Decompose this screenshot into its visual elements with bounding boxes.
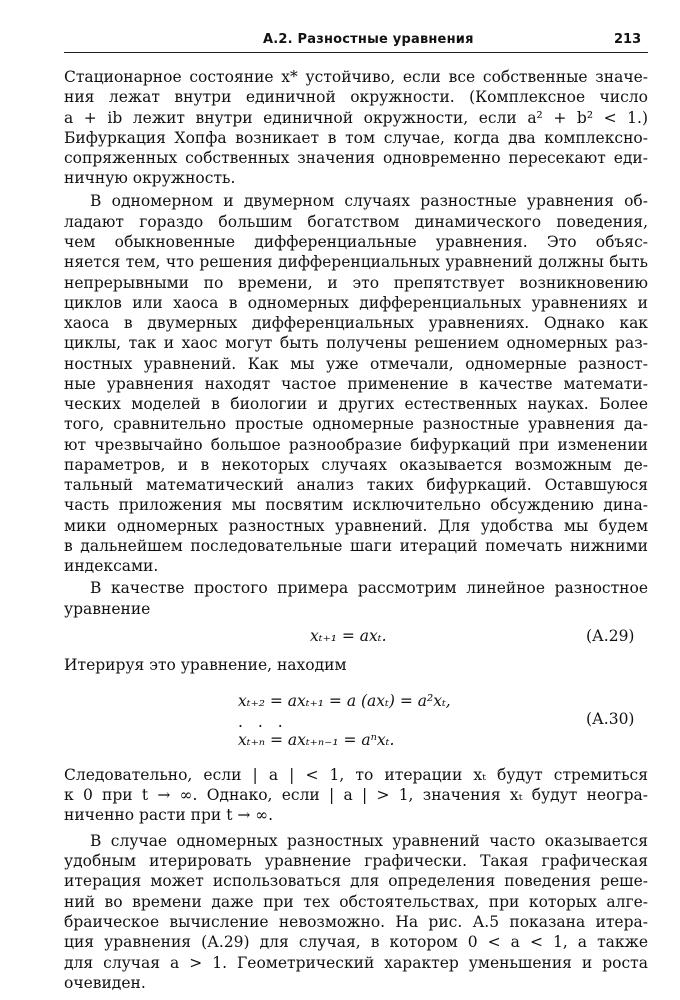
text-line: циклов или хаоса в одномерных дифференциальных уравнениях и (64, 293, 648, 312)
text-line: a + ib лежит внутри единичной окружности, если a² + b² < 1.) (64, 108, 648, 127)
text-line: В одномерном и двумерном случаях разностные уравнения об- (90, 192, 648, 211)
text-line: очевиден. (64, 973, 146, 992)
header-rule (64, 52, 648, 53)
equation-a30-line1: xₜ₊₂ = axₜ₊₁ = a (axₜ) = a²xₜ, (238, 691, 451, 710)
text-line: В случае одномерных разностных уравнений часто оказывается (90, 831, 648, 850)
text-line: индексами. (64, 557, 159, 576)
equation-a29: xₜ₊₁ = axₜ. (310, 627, 387, 646)
text-line: часть приложения мы посвятим исключительно обсуждению дина- (64, 496, 648, 515)
text-line: няется тем, что решения дифференциальных уравнений должны быть (64, 253, 648, 272)
text-line: ческих моделей в биологии и других естественных науках. Более (64, 395, 648, 414)
text-line: Итерируя это уравнение, находим (64, 655, 347, 674)
text-line: ладают гораздо большим богатством динамического поведения, (64, 212, 648, 231)
equation-a30-ellipsis: . . . (238, 712, 288, 731)
text-line: ция уравнения (А.29) для случая, в котором 0 < a < 1, а также (64, 933, 648, 952)
text-line: Стационарное состояние x* устойчиво, если все собственные значе- (64, 68, 648, 86)
text-line: удобным итерировать уравнение графически. Такая графическая (64, 852, 648, 871)
text-line: для случая a > 1. Геометрический характер уменьшения и роста (64, 953, 648, 972)
text-line: ют чрезвычайно большое разнообразие бифуркаций при изменении (64, 435, 648, 454)
text-line: Бифуркация Хопфа возникает в том случае, когда два комплексно- (64, 128, 648, 147)
text-line: мики одномерных разностных уравнений. Для удобства мы будем (64, 516, 648, 535)
text-line: В качестве простого примера рассмотрим линейное разностное (90, 579, 648, 598)
text-line: сопряженных собственных значения одновременно пересекают еди- (64, 149, 648, 168)
text-line: ниченно расти при t → ∞. (64, 806, 274, 824)
text-line: Следовательно, если | a | < 1, то итерации xₜ будут стремиться (64, 765, 648, 784)
equation-number-a29: (А.29) (586, 627, 635, 646)
text-line: к 0 при t → ∞. Однако, если | a | > 1, значения xₜ будут неогра- (64, 785, 648, 804)
equation-number-a30: (А.30) (586, 710, 635, 729)
text-line: ностных уравнений. Как мы уже отмечали, одномерные разност- (64, 354, 648, 373)
text-line: непрерывными по времени, и это препятствует возникновению (64, 273, 648, 292)
running-head (0, 28, 680, 54)
text-line: ные уравнения находят частое применение в качестве математи- (64, 374, 648, 393)
text-line: в дальнейшем последовательные шаги итераций помечать нижними (64, 537, 648, 555)
equation-a30-line3: xₜ₊ₙ = axₜ₊ₙ₋₁ = aⁿxₜ. (238, 730, 395, 749)
text-line: итерация может использоваться для определения поведения реше- (64, 872, 648, 891)
text-line: уравнение (64, 599, 151, 618)
text-line: браическое вычисление невозможно. На рис. А.5 показана итера- (64, 912, 648, 931)
text-line: циклы, так и хаос могут быть получены решением одномерных раз- (64, 334, 648, 353)
text-line: тальный математический анализ таких бифуркаций. Оставшуюся (64, 476, 648, 495)
section-title: А.2. Разностные уравнения (263, 32, 474, 47)
text-line: чем обыкновенные дифференциальные уравнения. Это объяс- (64, 232, 648, 251)
text-line: ничную окружность. (64, 169, 236, 188)
text-line: параметров, и в некоторых случаях оказывается возможным де- (64, 455, 648, 474)
text-line: ния лежат внутри единичной окружности. (Комплексное число (64, 88, 648, 107)
text-line: того, сравнительно простые одномерные разностные уравнения да- (64, 415, 648, 434)
text-line: ний во времени даже при тех обстоятельствах, при которых алге- (64, 892, 648, 911)
page-number: 213 (614, 32, 642, 47)
text-line: хаоса в двумерных дифференциальных уравнениях. Однако как (64, 314, 648, 332)
